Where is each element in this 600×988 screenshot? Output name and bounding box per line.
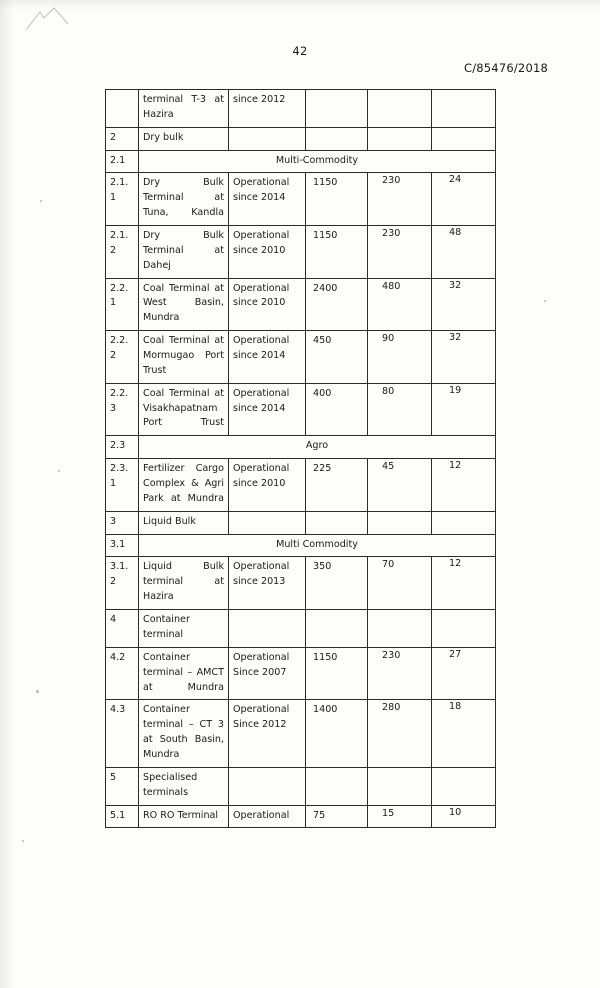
document-reference: C/85476/2018: [463, 61, 548, 75]
row-description: Fertilizer Cargo Complex & Agri Park at Mundra: [139, 459, 229, 512]
row-capacity: 450: [306, 331, 368, 384]
row-capacity: 1150: [306, 647, 368, 700]
scan-speck: [544, 300, 546, 302]
row-serial-number: 2.2.3: [106, 383, 139, 436]
row-capacity: 400: [306, 383, 368, 436]
row-serial-number: 2.3.1: [106, 459, 139, 512]
row-value-2: 80: [368, 383, 432, 436]
row-value-2: 90: [368, 331, 432, 384]
row-status: Operational since 2010: [229, 459, 306, 512]
row-serial-number: 2.1.1: [106, 173, 139, 226]
terminals-table-container: [105, 89, 495, 828]
row-value-2: [368, 127, 432, 150]
row-value-3: 18: [432, 700, 496, 767]
row-description: Coal Terminal at Visakhapatnam Port Trust: [139, 383, 229, 436]
row-value-2: 70: [368, 557, 432, 610]
row-status: Operational Since 2012: [229, 700, 306, 767]
row-description: terminal T-3 at Hazira: [139, 90, 229, 128]
row-value-3: 27: [432, 647, 496, 700]
page-header: [0, 44, 600, 74]
table-body: [106, 90, 496, 828]
row-description: Container terminal: [139, 610, 229, 648]
row-capacity: 2400: [306, 278, 368, 331]
row-status: since 2012: [229, 90, 306, 128]
row-capacity: 75: [306, 805, 368, 828]
row-group-label: Multi Commodity: [139, 534, 496, 557]
row-value-2: 15: [368, 805, 432, 828]
row-description: Dry Bulk Terminal at Dahej: [139, 226, 229, 279]
row-serial-number: 2.2.2: [106, 331, 139, 384]
row-description: Container terminal – AMCT at Mundra: [139, 647, 229, 700]
row-status: Operational Since 2007: [229, 647, 306, 700]
row-serial-number: 3.1.2: [106, 557, 139, 610]
row-value-2: 280: [368, 700, 432, 767]
row-capacity: 1400: [306, 700, 368, 767]
row-value-2: [368, 90, 432, 128]
corner-scan-artifact-icon: [24, 6, 70, 32]
row-status: Operational since 2010: [229, 226, 306, 279]
scan-speck: [36, 690, 39, 693]
table-row: [106, 173, 496, 226]
row-value-3: 10: [432, 805, 496, 828]
row-serial-number: 4.3: [106, 700, 139, 767]
row-value-3: 32: [432, 278, 496, 331]
row-serial-number: 5.1: [106, 805, 139, 828]
row-value-3: [432, 511, 496, 534]
row-status: Operational since 2010: [229, 278, 306, 331]
row-serial-number: 3: [106, 511, 139, 534]
row-value-2: 230: [368, 647, 432, 700]
row-value-3: 48: [432, 226, 496, 279]
row-group-label: Agro: [139, 436, 496, 459]
row-status: Operational since 2014: [229, 173, 306, 226]
row-status: Operational since 2013: [229, 557, 306, 610]
row-capacity: [306, 610, 368, 648]
table-row: [106, 534, 496, 557]
row-serial-number: 4.2: [106, 647, 139, 700]
row-status: [229, 610, 306, 648]
row-value-3: 24: [432, 173, 496, 226]
row-value-2: [368, 767, 432, 805]
row-capacity: [306, 767, 368, 805]
table-row: [106, 127, 496, 150]
row-description: RO RO Terminal: [139, 805, 229, 828]
row-capacity: [306, 127, 368, 150]
row-value-2: 230: [368, 173, 432, 226]
row-value-2: [368, 610, 432, 648]
row-capacity: 225: [306, 459, 368, 512]
row-serial-number: 2.2.1: [106, 278, 139, 331]
row-value-3: 32: [432, 331, 496, 384]
row-description: Specialised terminals: [139, 767, 229, 805]
row-group-label: Multi-Commodity: [139, 150, 496, 173]
row-serial-number: 2.3: [106, 436, 139, 459]
row-serial-number: 3.1: [106, 534, 139, 557]
row-capacity: [306, 90, 368, 128]
row-value-3: [432, 127, 496, 150]
row-serial-number: 2.1.2: [106, 226, 139, 279]
table-row: [106, 150, 496, 173]
row-value-2: 230: [368, 226, 432, 279]
row-status: Operational: [229, 805, 306, 828]
row-status: [229, 511, 306, 534]
row-capacity: 1150: [306, 226, 368, 279]
row-description: Liquid Bulk terminal at Hazira: [139, 557, 229, 610]
table-row: [106, 511, 496, 534]
row-capacity: 350: [306, 557, 368, 610]
row-serial-number: [106, 90, 139, 128]
table-row: [106, 226, 496, 279]
row-value-3: 12: [432, 459, 496, 512]
table-row: [106, 90, 496, 128]
row-value-3: 12: [432, 557, 496, 610]
table-row: [106, 767, 496, 805]
page-number: 42: [292, 44, 308, 58]
scan-speck: [58, 470, 60, 472]
scan-edge-shadow: [0, 0, 14, 988]
table-row: [106, 331, 496, 384]
row-capacity: 1150: [306, 173, 368, 226]
scan-speck: [22, 840, 24, 842]
row-description: Coal Terminal at West Basin, Mundra: [139, 278, 229, 331]
row-value-3: [432, 767, 496, 805]
row-status: [229, 767, 306, 805]
row-description: Coal Terminal at Mormugao Port Trust: [139, 331, 229, 384]
table-row: [106, 647, 496, 700]
row-description: Liquid Bulk: [139, 511, 229, 534]
row-serial-number: 2.1: [106, 150, 139, 173]
row-capacity: [306, 511, 368, 534]
row-value-3: 19: [432, 383, 496, 436]
row-serial-number: 5: [106, 767, 139, 805]
table-row: [106, 278, 496, 331]
table-row: [106, 383, 496, 436]
row-description: Dry bulk: [139, 127, 229, 150]
scan-edge-shadow-top: [0, 0, 600, 10]
table-row: [106, 805, 496, 828]
row-description: Container terminal – CT 3 at South Basin, Mundra: [139, 700, 229, 767]
row-status: Operational since 2014: [229, 383, 306, 436]
row-value-2: 45: [368, 459, 432, 512]
row-status: [229, 127, 306, 150]
row-description: Dry Bulk Terminal at Tuna, Kandla: [139, 173, 229, 226]
table-row: [106, 557, 496, 610]
row-serial-number: 2: [106, 127, 139, 150]
row-value-2: 480: [368, 278, 432, 331]
row-value-2: [368, 511, 432, 534]
row-value-3: [432, 610, 496, 648]
terminals-table: [105, 89, 496, 828]
row-serial-number: 4: [106, 610, 139, 648]
row-value-3: [432, 90, 496, 128]
row-status: Operational since 2014: [229, 331, 306, 384]
table-row: [106, 610, 496, 648]
table-row: [106, 459, 496, 512]
scan-speck: [40, 200, 42, 202]
table-row: [106, 700, 496, 767]
table-row: [106, 436, 496, 459]
